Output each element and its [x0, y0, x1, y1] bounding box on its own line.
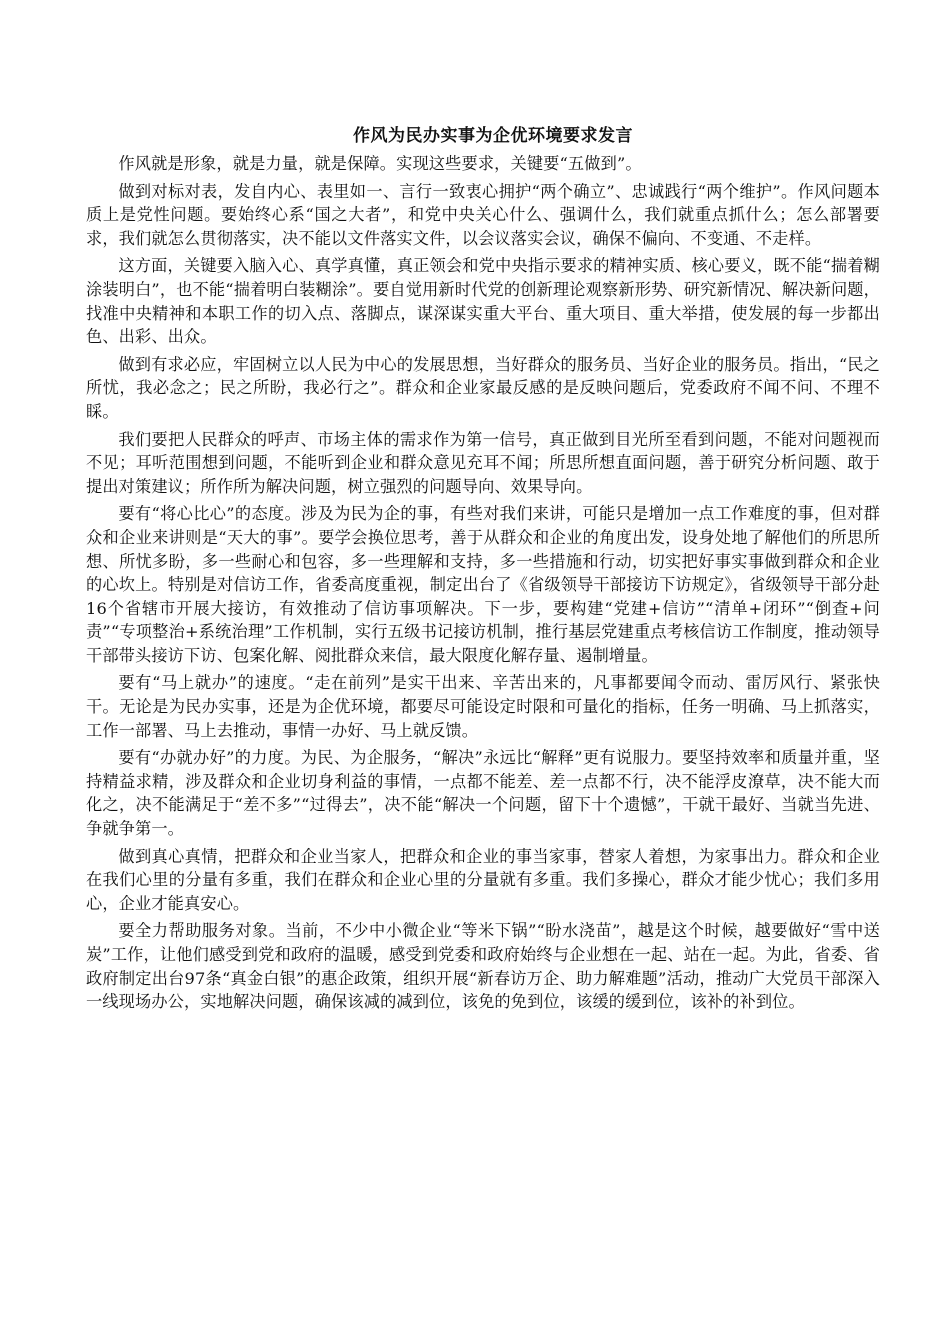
paragraph-3: 这方面，关键要入脑入心、真学真懂，真正领会和党中央指示要求的精神实质、核心要义，既不能“揣着糊涂装明白”，也不能“揣着明白装糊涂”。要自觉用新时代党的创新理论观察新形势、研究新情况、解决新问题，找准中央精神和本职工作的切入点、落脚点，谋深谋实重大平台、重大项目、重大举措，使发展的每一步都出色、出彩、出众。: [86, 256, 880, 347]
paragraph-6: 要有“将心比心”的态度。涉及为民为企的事，有些对我们来讲，可能只是增加一点工作难度的事，但对群众和企业来讲则是“天大的事”。要学会换位思考，善于从群众和企业的角度出发，设身处地了解他们的所思所想、所忧多盼，多一些耐心和包容，多一些理解和支持，多一些措施和行动，切实把好事实事做到群众和企业的心坎上。特别是对信访工作，省委高度重视，制定出台了《省级领导干部接访下访规定》，省级领导干部分赴16个省辖市开展大接访，有效推动了信访事项解决。下一步，要构建“党建+信访”“清单+闭环”“倒查+问责”“专项整治+系统治理”工作机制，实行五级书记接访机制，推行基层党建重点考核信访工作制度，推动领导干部带头接访下访、包案化解、阅批群众来信，最大限度化解存量、遏制增量。: [86, 504, 880, 665]
paragraph-9: 做到真心真情，把群众和企业当家人，把群众和企业的事当家事，替家人着想，为家事出力。群众和企业在我们心里的分量有多重，我们在群众和企业心里的分量就有多重。我们多操心，群众才能少忧心；我们多用心，企业才能真安心。: [86, 846, 880, 913]
paragraph-5: 我们要把人民群众的呼声、市场主体的需求作为第一信号，真正做到目光所至看到问题，不能对问题视而不见；耳听范围想到问题，不能听到企业和群众意见充耳不闻；所思所想直面问题，善于研究分析问题、敢于提出对策建议；所作所为解决问题，树立强烈的问题导向、效果导向。: [86, 429, 880, 496]
paragraph-8: 要有“办就办好”的力度。为民、为企服务，“解决”永远比“解释”更有说服力。要坚持效率和质量并重，坚持精益求精，涉及群众和企业切身利益的事情，一点都不能差、差一点都不行，决不能浮皮潦草，决不能大而化之，决不能满足于“差不多”“过得去”，决不能“解决一个问题，留下十个遗憾”，干就干最好、当就当先进、争就争第一。: [86, 748, 880, 839]
paragraph-2: 做到对标对表，发自内心、表里如一、言行一致衷心拥护“两个确立”、忠诚践行“两个维护”。作风问题本质上是党性问题。要始终心系“国之大者”，和党中央关心什么、强调什么，我们就重点抓什么；怎么部署要求，我们就怎么贯彻落实，决不能以文件落实文件，以会议落实会议，确保不偏向、不变通、不走样。: [86, 181, 880, 248]
document-title: 作风为民办实事为企优环境要求发言: [353, 126, 633, 146]
paragraph-4: 做到有求必应，牢固树立以人民为中心的发展思想，当好群众的服务员、当好企业的服务员。指出，“民之所忧，我必念之；民之所盼，我必行之”。群众和企业家最反感的是反映问题后，党委政府不闻不问、不理不睬。: [86, 354, 880, 421]
paragraph-10: 要全力帮助服务对象。当前，不少中小微企业“等米下锅”“盼水浇苗”，越是这个时候，越要做好“雪中送炭”工作，让他们感受到党和政府的温暖，感受到党委和政府始终与企业想在一起、站在一起。为此，省委、省政府制定出台97条“真金白银”的惠企政策，组织开展“新春访万企、助力解难题”活动，推动广大党员干部深入一线现场办公，实地解决问题，确保该减的减到位，该免的免到位，该缓的缓到位，该补的补到位。: [86, 921, 880, 1012]
paragraph-7: 要有“马上就办”的速度。“走在前列”是实干出来、辛苦出来的，凡事都要闻令而动、雷厉风行、紧张快干。无论是为民办实事，还是为企优环境，都要尽可能设定时限和可量化的指标，任务一明确、马上抓落实，工作一部署、马上去推动，事情一办好、马上就反馈。: [86, 673, 880, 740]
paragraph-1: 作风就是形象，就是力量，就是保障。实现这些要求，关键要“五做到”。: [118, 154, 642, 173]
